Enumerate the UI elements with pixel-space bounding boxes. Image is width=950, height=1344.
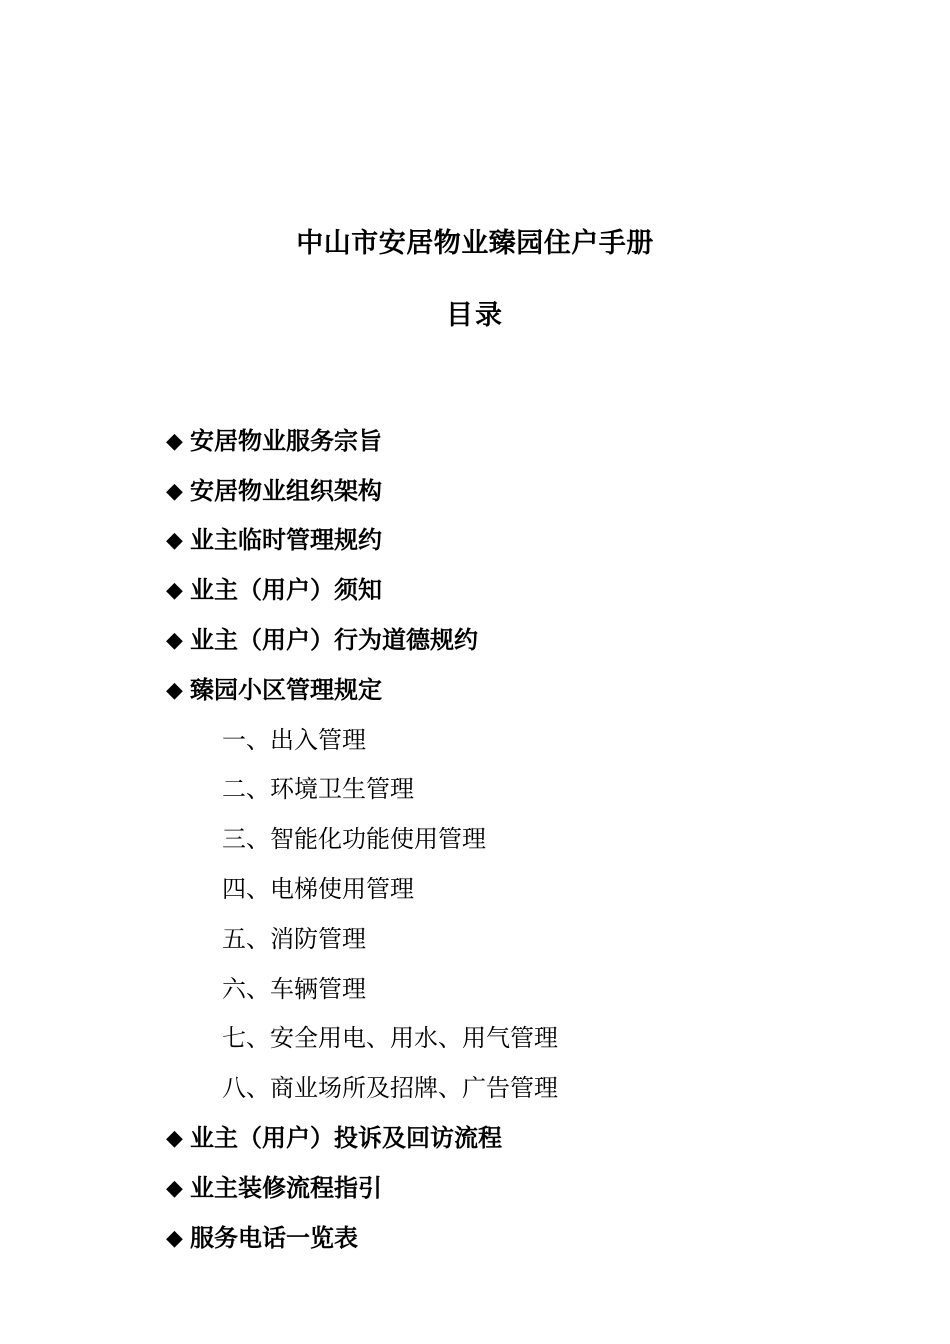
toc-section-item	[0, 615, 950, 665]
toc-subsection-item	[0, 1014, 950, 1064]
toc-subsection-item	[0, 864, 950, 914]
toc-item-label: 一、出入管理	[222, 725, 366, 754]
toc-subsection-item	[0, 814, 950, 864]
toc-section-item	[0, 416, 950, 466]
table-of-contents	[0, 416, 950, 1263]
document-title: 中山市安居物业臻园住户手册	[296, 228, 654, 259]
toc-item-label: 业主（用户）须知	[190, 575, 382, 605]
toc-item-label: 臻园小区管理规定	[190, 674, 382, 704]
toc-item-label: 业主装修流程指引	[190, 1172, 382, 1202]
toc-section-item	[0, 665, 950, 715]
toc-subsection-item	[0, 765, 950, 815]
toc-item-label: 服务电话一览表	[190, 1222, 358, 1252]
toc-subsection-item	[0, 914, 950, 964]
diamond-bullet-icon: ◆	[166, 477, 183, 504]
toc-section-item	[0, 516, 950, 566]
diamond-bullet-icon: ◆	[166, 577, 183, 604]
diamond-bullet-icon: ◆	[166, 627, 183, 654]
toc-section-item	[0, 466, 950, 516]
diamond-bullet-icon: ◆	[166, 1174, 183, 1201]
toc-item-label: 三、智能化功能使用管理	[222, 825, 486, 854]
toc-section-item	[0, 1163, 950, 1213]
diamond-bullet-icon: ◆	[166, 676, 183, 703]
toc-section-item	[0, 1113, 950, 1163]
toc-item-label: 业主（用户）行为道德规约	[190, 625, 478, 655]
toc-item-label: 二、环境卫生管理	[222, 775, 414, 804]
toc-item-label: 四、电梯使用管理	[222, 875, 414, 904]
toc-item-label: 六、车辆管理	[222, 974, 366, 1003]
diamond-bullet-icon: ◆	[166, 1125, 183, 1152]
toc-section-item	[0, 1213, 950, 1263]
diamond-bullet-icon: ◆	[166, 527, 183, 554]
toc-section-item	[0, 565, 950, 615]
diamond-bullet-icon: ◆	[166, 427, 183, 454]
toc-item-label: 八、商业场所及招牌、广告管理	[222, 1074, 558, 1103]
toc-subsection-item	[0, 1063, 950, 1113]
toc-subsection-item	[0, 964, 950, 1014]
toc-item-label: 安居物业服务宗旨	[190, 425, 382, 455]
toc-item-label: 业主临时管理规约	[190, 525, 382, 555]
toc-item-label: 业主（用户）投诉及回访流程	[190, 1123, 502, 1153]
toc-item-label: 七、安全用电、用水、用气管理	[222, 1024, 558, 1053]
diamond-bullet-icon: ◆	[166, 1224, 183, 1251]
toc-item-label: 五、消防管理	[222, 924, 366, 953]
toc-heading: 目录	[446, 300, 504, 331]
toc-item-label: 安居物业组织架构	[190, 475, 382, 505]
toc-subsection-item	[0, 715, 950, 765]
